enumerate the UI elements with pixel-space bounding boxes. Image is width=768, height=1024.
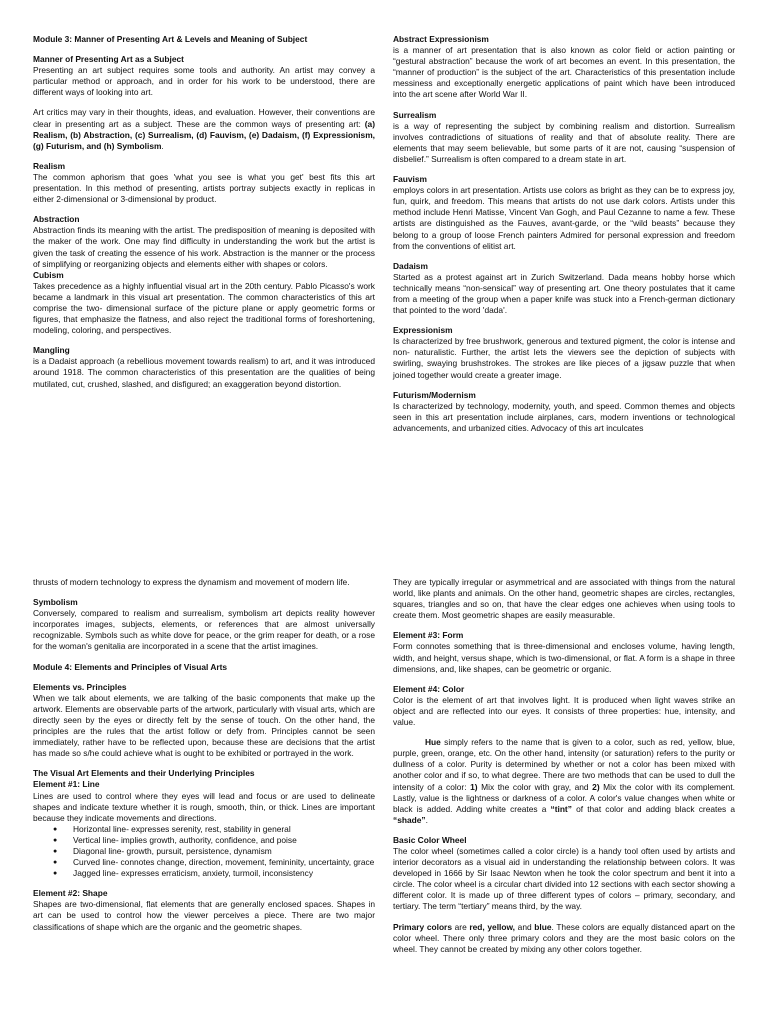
element1-heading: Element #1: Line [33,779,100,790]
primary-colors-list: red, yellow, [469,921,516,932]
dadaism-heading: Dadaism [393,260,428,271]
symbolism-heading: Symbolism [33,597,78,608]
cubism-text: Takes precedence as a highly influential visual art in the 20th century. Pablo Picasso's work became a landmark in this visual art presentation. The common characteristics of this art comprise the two- dimensional surface of the picture plane or apply geometric forms or figures, that emphasize the flatness, and also reject the traditional forms of foreshortening, modeling, coloring, and perspectives. [33,280,375,336]
visual-elements-heading: The Visual Art Elements and their Underlying Principles [33,768,255,779]
abstract-expressionism-heading: Abstract Expressionism [393,34,489,44]
expressionism-heading: Expressionism [393,325,453,336]
abstract-expressionism-text: is a manner of art presentation that is also known as color field or action painting or “gestural abstraction” because the work of art becomes an event. In this presentation, the “manner of production” is the subject of the art. Characteristics of this presentation include messiness and exceptionally energetic applications of paint which have been introduced into the art scene after World War II. [393,45,735,100]
module4-title: Module 4: Elements and Principles of Visual Arts [33,661,228,672]
manner-paragraph-2 [33,107,375,151]
elements-principles-heading: Elements vs. Principles [33,681,127,692]
element1-text: Lines are used to control where they eyes will lead and focus or are used to delineate shapes and indicate texture whether it is rough, smooth, thin, or thick. Lines are important because they indicate movements and directions. [33,790,375,823]
primary-text-d: and [515,921,535,932]
futurism-continued: thrusts of modern technology to express the dynamism and movement of modern life. [33,577,350,587]
shade-term: “shade” [393,814,426,825]
manner-p2-text: Art critics may vary in their thoughts, ideas, and evaluation. However, their conventions are clear in presenting art as a subject. These are the common ways of presenting art: [33,107,375,129]
expressionism-text: Is characterized by free brushwork, generous and textured pigment, the color is intense and non- naturalistic. Further, the artist lets the viewers see the depiction of subjects with swirling, swaying brushstrokes. The strokes are like pieces of a jigsaw puzzle that when joined together would create a greater image. [393,336,735,380]
elements-principles-text: When we talk about elements, we are talking of the basic components that make up the artwork. Elements are observable parts of the artwork, particularly with visual arts, which are directly seen by the eyes or directly felt by the sense of touch. On the other hand, the principles are the rules that the artist follow or defy from. Principles cannot be seen immediately, rather have to be reflected upon, because these are decisions that the artist has made so s/he could achieve what is ought to be exhibited or portrayed in the work. [33,692,375,759]
list-item: ● Jagged line- expresses erraticism, anxiety, turmoil, inconsistency [73,868,375,879]
list-item: ● Vertical line- implies growth, authority, confidence, and poise [73,835,375,846]
list-item: ● Curved line- connotes change, direction, movement, femininity, uncertainty, grace [73,857,375,868]
hue-method-2: 2) [592,781,600,792]
tint-term: “tint” [550,803,572,814]
list-item: ● Horizontal line- expresses serenity, rest, stability in general [73,824,375,835]
primary-term: Primary colors [393,921,452,932]
dadaism-text: Started as a protest against art in Zurich Switzerland. Dada means hobby horse which technically means “non-sensical” way of presenting art. One theory postulates that it came from a meeting of the group when a paper knife was stuck into a French-german dictionary that pointed to the word 'dada'. [393,271,735,316]
element3-heading: Element #3: Form [393,630,464,641]
list-item: ● Diagonal line- growth, pursuit, persistence, dynamism [73,846,375,857]
element4-heading: Element #4: Color [393,683,465,694]
line-types-list [33,824,375,879]
hue-paragraph [393,737,735,826]
element2-heading: Element #2: Shape [33,888,108,899]
page1-right-column [393,34,735,434]
primary-colors-paragraph [393,922,735,955]
abstraction-heading: Abstraction [33,214,80,225]
fauvism-text: employs colors in art presentation. Artists use colors as bright as they can be to express joy, fun, quirk, and freedom. This means that artists do not use dark colors. Artists under this method include Henri Matisse, Vincent Van Gogh, and Paul Cezanne to name a few. These artists are distinguished as the Fauves, avant-garde, or the “wild beasts” because they belong to a group of loose French painters Admired for personal expression and freedom from the conventions of elitist art. [393,185,735,251]
page1-left-column [33,34,375,390]
manner-p2-list: (a) Realism, (b) Abstraction, (c) Surrealism, (d) Fauvism, (e) Dadaism, (f) Expressionism, (g) Futurism, and (h) Symbolism [33,118,375,151]
color-wheel-text: The color wheel (sometimes called a color circle) is a handy tool often used by artists and interior decorators as a visual aid in understanding the relationship between colors. It was developed in 1666 by Sir Isaac Newton when he took the color spectrum and bent it into a circle. The color wheel is a circular chart divided into 12 sections with each sector showing a different color. It is made up of three different types of colors – primary, secondary, and tertiary. The term “tertiary” means third, by the way. [393,845,735,912]
manner-p2-end: . [161,140,164,151]
futurism-heading: Futurism/Modernism [393,389,476,400]
hue-text-c: Mix the color with its complement. Lastly, value is the lightness or darkness of a color. A color's value changes when white or black is added. Adding white creates a [393,781,735,814]
cubism-heading: Cubism [33,269,64,280]
surrealism-heading: Surrealism [393,109,437,120]
manner-heading: Manner of Presenting Art as a Subject [33,54,184,65]
realism-text: The common aphorism that goes 'what you see is what you get' best fits this art presentation. In this method of presenting, artists portray subjects exactly in replicas in either 2-dimensional or 3-dimensional by product. [33,171,375,205]
manner-paragraph-1: Presenting an art subject requires some tools and authority. An artist may convey a particular method or approach, and in order for his work to be understood, there are different ways of looking into art. [33,65,375,98]
color-wheel-heading: Basic Color Wheel [393,834,467,845]
mangling-text: is a Dadaist approach (a rebellious movement towards realism) to art, and it was introduced around 1918. The common characteristics of this presentation are the qualities of being mutilated, cut, crushed, slashed, and disfigured; an exaggeration beyond distortion. [33,356,375,389]
element2-text: Shapes are two-dimensional, flat elements that are generally enclosed spaces. Shapes in art can be used to control how the viewer perceives a piece. There are two major classifications of shape which are the organic and the geometric shapes. [33,899,375,932]
primary-text-b: are [451,921,470,932]
element3-text: Form connotes something that is three-dimensional and encloses volume, having length, width, and height, versus shape, which is two-dimensional, or flat. A form is a shape in three dimensions, and, like shapes, can be geometric or organic. [393,641,735,674]
futurism-text: Is characterized by technology, modernity, youth, and speed. Common themes and objects seen in this art presentation include airplanes, cars, modern inventions or technological advancements, and urbanized cities. Advocacy of this art inculcates [393,400,735,433]
page2-right-column [393,577,735,955]
primary-blue: blue [534,921,552,932]
symbolism-text: Conversely, compared to realism and surrealism, symbolism art depicts reality however incorporates images, subjects, elements, or references that are almost universally recognizable. Symbols such as white dove for peace, or the grim reaper for death, or a rose for the woman's genitalia are incorporated in a scene that the artist imagines. [33,608,375,652]
primary-text-f: . These colors are equally distanced apart on the color wheel. There only three primary colors and they are the most basic colors on the wheel. They cannot be created by mixing any other colors together. [393,921,735,954]
realism-heading: Realism [33,160,66,171]
abstraction-text: Abstraction finds its meaning with the artist. The predisposition of meaning is deposited with the maker of the work. One may find difficulty in understanding the work but the artist is given the task of creating the essence of his work. Abstraction is the manner or the process of simplifying or reorganizing objects and elements either with shapes or colors. [33,225,375,269]
hue-text-b: Mix the color with gray, and [477,781,593,792]
hue-text-e: . [425,814,428,825]
hue-term: Hue [425,737,441,748]
page2-left-column [33,577,375,933]
hue-text-a: simply refers to the name that is given to a color, such as red, yellow, blue, purple, green, orange, etc. On the other hand, intensity (or saturation) refers to the purity or dullness of a color. Purity is determined by whether or not a color has been mixed with another color and if so, to what degree. There are two methods that can be used to dull the intensity of a color: [393,737,735,792]
element4-text: Color is the element of art that involves light. It is produced when light waves strike an object and are reflected into our eyes. It consists of three properties: hue, intensity, and value. [393,694,735,728]
surrealism-text: is a way of representing the subject by combining realism and distortion. Surrealism involves contradictions of situations of reality and that of absolute reality. There are elements that may seem believable, but some parts of it are not, causing “suspension of disbelief.” Surrealism is often compared to a dream state in art. [393,120,735,164]
hue-text-d: of that color and adding black creates a [571,803,735,814]
shape-continued: They are typically irregular or asymmetrical and are associated with things from the natural world, like plants and animals. On the other hand, geometric shapes are circles, rectangles, squares, triangles and so on, that have the clear edges one achieves when using tools to create them. Most geometric shapes are easily measurable. [393,577,735,621]
mangling-heading: Mangling [33,345,70,356]
hue-method-1: 1) [470,781,478,792]
module3-title: Module 3: Manner of Presenting Art & Levels and Meaning of Subject [33,34,308,44]
fauvism-heading: Fauvism [393,174,427,185]
